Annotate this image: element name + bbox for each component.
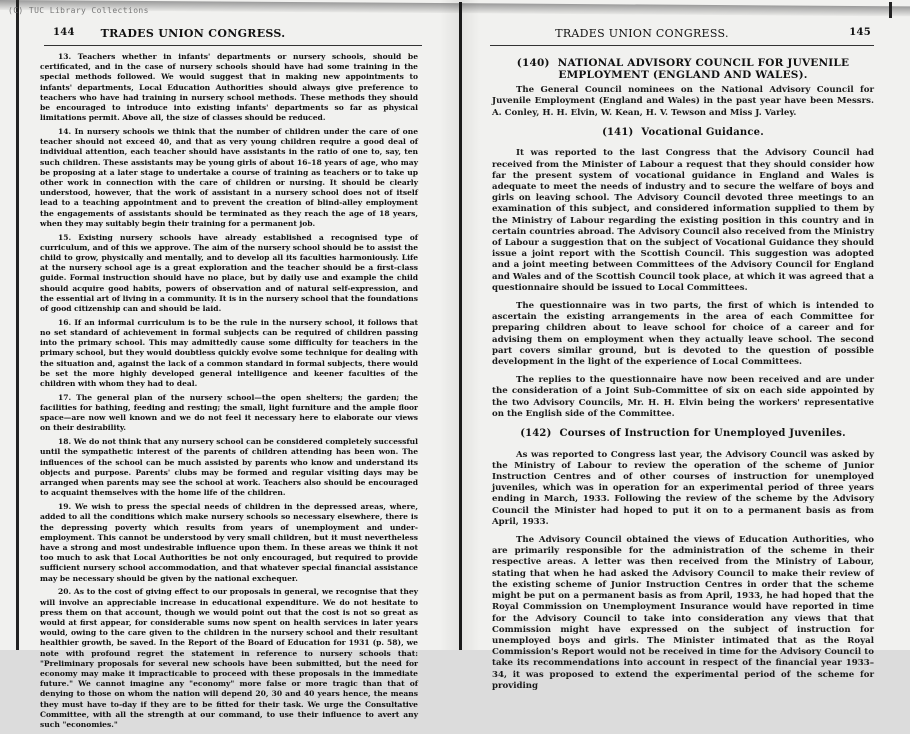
section-title: Courses of Instruction for Unemployed Juveniles. — [559, 428, 846, 440]
page-number: 144 — [53, 27, 75, 38]
book-gutter — [459, 2, 462, 650]
section-142-heading — [492, 428, 874, 440]
section-142-paragraph-1: As was reported to Congress last year, the Advisory Council was asked by the Ministry of Labour to review the operation of the scheme of Junior Instruction Centres and of other courses of instruction for unemployed juveniles, which was in operation for an experimental period of three years ending in March, 1933. Following the review of the scheme by the Advisory Council the Minister had hoped to put it on to a permanent basis as from April, 1933. — [492, 449, 874, 527]
running-head — [492, 27, 874, 41]
left-page-edge — [16, 0, 19, 650]
section-141-paragraph-1: It was reported to the last Congress that the Advisory Council had received from the Minister of Labour a request that they should consider how far the present system of vocational guidance in England and Wales is adequate to meet the needs of industry and to secure the welfare of boys and girls on leaving school. The Advisory Council devoted three meetings to an examination of this subject, and considered information supplied to them by the Ministry of Labour regarding the existing position in this country and in certain countries abroad. The Advisory Council also received from the Ministry of Labour a suggestion that on the subject of Vocational Guidance they should issue a joint report with the Scottish Council. This suggestion was adopted and a joint meeting between Committees of the Advisory Council for England and Wales and of the Scottish Council took place, at which it was agreed that a questionnaire should be issued to Local Committees. — [492, 148, 874, 293]
section-title-line1: NATIONAL ADVISORY COUNCIL FOR JUVENILE — [557, 57, 850, 69]
paragraph-18: 18. We do not think that any nursery school can be considered completely successful until the sympathetic interest of the parents of children attending has been won. The influences of the school can be much assisted by parents who know and understand its objects and purpose. Parents' clubs may be formed and regular visiting days may be arranged when parents may see the school at work. Teachers also should be encouraged to acquaint themselves with the home life of the children. — [40, 437, 418, 498]
section-140-paragraph: The General Council nominees on the National Advisory Council for Juvenile Employment (England and Wales) in the past year have been Messrs. A. Conley, H. H. Elvin, W. Kean, H. V. Tewson and Miss J. Varley. — [492, 85, 874, 118]
section-141-paragraph-3: The replies to the questionnaire have now been received and are under the consideration of a Joint Sub-Committee of six on each side appointed by the two Advisory Councils, Mr. H. H. Elvin being the workers' representative on the English side of the Committee. — [492, 375, 874, 419]
section-141-heading — [492, 127, 874, 139]
page-body — [492, 58, 874, 699]
section-140-heading — [492, 58, 874, 81]
running-title: TRADES UNION CONGRESS. — [555, 27, 729, 40]
paragraph-13: 13. Teachers whether in infants' departments or nursery schools, should be certificated, and in the case of nursery schools should have had some training in the special methods followed. We would suggest that in making new appointments to infants' departments, Local Education Authorities should always give preference to teachers who have had training in nursery school methods. These methods they should be encouraged to introduce into existing infants' departments so far as physical limitations permit. Above all, the size of classes should be reduced. — [40, 52, 418, 123]
paragraph-14: 14. In nursery schools we think that the number of children under the care of one teacher should not exceed 40, and that as very young children require a good deal of individual attention, each teacher should have assistants in the ratio of one to, say, ten such children. These assistants may be young girls of about 16–18 years of age, who may be proposing at a later stage to undertake a course of training as teachers or to take up other work in connection with the care of children or nursing. It should be clearly understood, however, that the work of assistant in a nursery school does not of itself lead to a teaching appointment and to prevent the creation of blind-alley employment the engagements of assistants should be terminated as they reach the age of 18 years, when they may suitably begin their training for a permanent job. — [40, 127, 418, 228]
watermark: (C) TUC Library Collections — [8, 6, 149, 15]
paragraph-15: 15. Existing nursery schools have already established a recognised type of curriculum, and of this we approve. The aim of the nursery school should be to assist the child to grow, physically and mentally, and to develop all its faculties harmoniously. Life at the nursery school age is a great exploration and the teacher should be a first-class guide. Formal instruction should have no place, but by daily use and example the child should acquire good habits, powers of observation and of natural self-expression, and the essential art of living in a community. It is in the nursery school that the foundations of good citizenship can and should be laid. — [40, 232, 418, 314]
paragraph-19: 19. We wish to press the special needs of children in the depressed areas, where, added to all the conditions which make nursery schools so necessary elsewhere, there is the depressing poverty which results from years of unemployment and under-employment. This cannot be understood by very small children, but it must nevertheless have a strong and most undesirable influence upon them. In these areas we think it not too much to ask that Local Authorities be not only encouraged, but required to provide sufficient nursery school accommodation, and that whatever special financial assistance may be necessary should be given by the national exchequer. — [40, 502, 418, 583]
right-edge-mark — [889, 2, 892, 18]
header-rule — [490, 45, 874, 46]
section-number: (141) — [602, 126, 634, 138]
header-rule — [44, 45, 422, 46]
running-head — [40, 27, 418, 41]
section-142-paragraph-2: The Advisory Council obtained the views of Education Authorities, who are primarily responsible for the administration of the scheme in their respective areas. A letter was then received from the Ministry of Labour, stating that when he had asked the Advisory Council to make their review of the existing scheme of Junior Instruction Centres in order that the scheme might be put on a permanent basis as from April, 1933, he had hoped that the Royal Commission on Unemployment Insurance would have reported in time for the Advisory Council to take into consideration any views that that Commission might have expressed on the subject of instruction for unemployed boys and girls. The Minister intimated that as the Royal Commission's Report would not be received in time for the Advisory Council to take its recommendations into account in respect of the financial year 1933–34, it was proposed to extend the experimental period of the scheme for providing — [492, 535, 874, 691]
paragraph-17: 17. The general plan of the nursery school—the open shelters; the garden; the facilities for bathing, feeding and resting; the small, light furniture and the ample floor space—are now well known and we do not feel it necessary here to elaborate our views on their desirability. — [40, 392, 418, 433]
section-title-line2: EMPLOYMENT (ENGLAND AND WALES). — [558, 68, 808, 81]
page-number: 145 — [849, 27, 871, 38]
section-number: (142) — [520, 428, 552, 440]
paragraph-16: 16. If an informal curriculum is to be the rule in the nursery school, it follows that no set standard of achievement in formal subjects can be required of children passing into the primary school. This may admittedly cause some difficulty for teachers in the primary school, but they would doubtless quickly evolve some technique for dealing with the situation and, against the lack of a common standard in formal subjects, there would be set the more highly developed general intelligence and keener faculties of the children with whom they had to deal. — [40, 317, 418, 389]
running-title: TRADES UNION CONGRESS. — [100, 27, 286, 40]
section-title: Vocational Guidance. — [641, 126, 764, 138]
section-141-paragraph-2: The questionnaire was in two parts, the first of which is intended to ascertain the existing arrangements in the area of each Committee for preparing children about to leave school for choice of a career and for advising them on employment when they actually leave school. The second part covers similar ground, but is devoted to the question of possible development in the light of the experience of Local Committees. — [492, 301, 874, 368]
page-body — [40, 52, 418, 734]
section-number: (140) — [516, 57, 550, 69]
paragraph-20: 20. As to the cost of giving effect to our proposals in general, we recognise that they will involve an appreciable increase in educational expenditure. We do not hesitate to press them on that account, though we would point out that the cost is not so great as would at first appear, for considerable sums now spent on health services in later years would, owing to the care given to the children in the nursery school and their resultant healthier growth, be saved. In the Report of the Board of Education for 1931 (p. 58), we note with profound regret the statement in reference to nursery schools that: "Preliminary proposals for several new schools have been submitted, but the need for economy may make it impracticable to proceed with these proposals in the immediate future." We cannot imagine any "economy" more false or more tragic than that of denying to those on whom the nation will depend 20, 30 and 40 years hence, the means they must have to-day if they are to be fitted for their task. We urge the Consultative Committee, with all the strength at our command, to use their influence to avert any such "economies." — [40, 587, 418, 729]
